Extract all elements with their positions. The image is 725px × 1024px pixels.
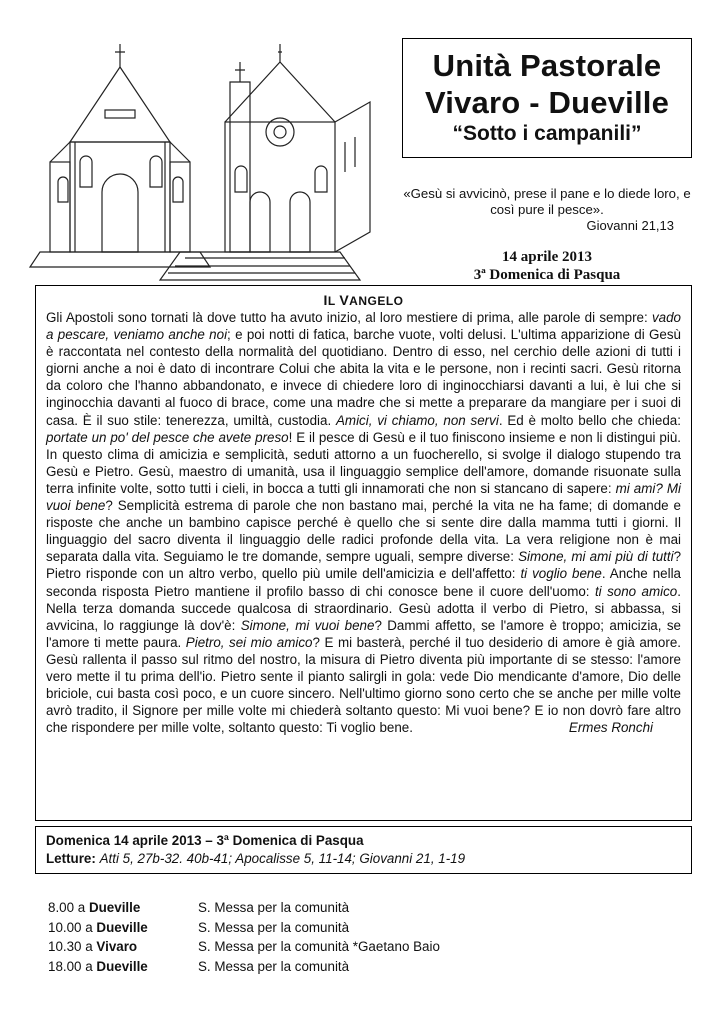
mass-row: 10.30 a Vivaro S. Messa per la comunità *Gaetano Baio <box>48 939 440 954</box>
gospel-title: IL VANGELO <box>323 292 404 308</box>
gospel-commentary: Gli Apostoli sono tornati là dove tutto ha avuto inizio, al loro mestiere di prima, alle parole di sempre: vado a pescare, veniamo anche noi; e poi notti di fatica, barche vuote, volti delusi. L'ultima apparizione di Gesù è raccontata nel contesto della normalità del quotidiano. Dentro di esso, nel cerchio delle azioni di tutti i giorni anche a noi è dato di incontrare Colui che abita la vita e le persone, non i recinti sacri. Gesù ritorna da coloro che l'hanno abbandonato, e invece di chiedere loro di inginocchiarsi davanti a lui, è lui che si inginocchia davanti al fuoco di brace, come una madre che si mette a preparare da mangiare per i suoi di casa. È il suo stile: tenerezza, umiltà, custodia. Amici, vi chiamo, non servi. Ed è molto bello che chieda: portate un po' del pesce che avete preso! E il pesce di Gesù e il tuo finiscono insieme e non li distingui più. In questo clima di amicizia e semplicità, seduti attorno a un fuocherello, si svolge il dialogo stupendo tra Gesù e Pietro. Gesù, maestro di umanità, usa il linguaggio semplice dell'amore, domande risuonate sulla terra infinite volte, sotto tutti i cieli, in bocca a tutti gli innamorati che non si stancano di sapere: mi ami? Mi vuoi bene? Semplicità estrema di parole che non bastano mai, perché la vita ne ha fame; di domande e risposte che anche un bambino capisce perché è quello che si sente dire dalla mamma tutti i giorni. Il linguaggio del sacro diventa il linguaggio delle radici profonde della vita. La vera religione non è mai separata dalla vita. Seguiamo le tre domande, sempre uguali, sempre diverse: Simone, mi ami più di tutti? Pietro risponde con un altro verbo, quello più umile dell'amicizia e dell'affetto: ti voglio bene. Anche nella seconda risposta Pietro mantiene il profilo basso di chi conosce bene il cuore dell'uomo: ti sono amico. Nella terza domanda succede qualcosa di straordinario. Gesù adotta il verbo di Pietro, si abbassa, si avvicina, lo raggiunge là dov'è: Simone, mi vuoi bene? Dammi affetto, se l'amore è troppo; amicizia, se l'amore ti mette paura. Pietro, sei mio amico? E mi basterà, perché il tuo desiderio di amore è già amore. Gesù rallenta il passo sul ritmo del nostro, la misura di Pietro diventa più importante di se stesso: l'amore vero mette il tu prima dell'io. Pietro sente il pianto salirgli in gola: vede Dio mendicante d'amore, Dio delle briciole, cui basta così poco, e un cuore sincero. Nell'ultimo giorno sono certo che se anche per mille volte avrò tradito, il Signore per mille volte mi chiederà soltanto questo: Mi vuoi bene? E io non dovrò fare altro che rispondere per mille volte, soltanto questo: Ti voglio bene. Ermes Ronchi <box>46 310 682 736</box>
parish-title-line2: Vivaro - Dueville <box>424 85 670 120</box>
gospel-quote: «Gesù si avvicinò, prese il pane e lo diede loro, e così pure il pesce». <box>403 186 691 217</box>
liturgical-sunday: 3ª Domenica di Pasqua <box>473 267 621 283</box>
readings-title: Domenica 14 aprile 2013 – 3ª Domenica di Pasqua <box>46 833 364 848</box>
commentary-author: Ermes Ronchi <box>568 720 653 736</box>
mass-schedule <box>48 898 440 976</box>
parish-title-line1: Unità Pastorale <box>432 48 662 83</box>
mass-row: 10.00 a Dueville S. Messa per la comunità <box>48 919 350 935</box>
mass-row: 8.00 a Dueville S. Messa per la comunità <box>48 900 350 915</box>
gospel-box <box>35 285 692 821</box>
readings-line: Letture: Atti 5, 27b-32. 40b-41; Apocalisse 5, 11-14; Giovanni 21, 1-19 <box>46 851 466 866</box>
bulletin-date: 14 aprile 2013 <box>502 249 592 265</box>
parish-title-box <box>402 38 692 158</box>
mass-row: 18.00 a Dueville S. Messa per la comunità <box>48 958 350 974</box>
quote-reference: Giovanni 21,13 <box>586 218 674 233</box>
readings-box <box>35 826 692 874</box>
churches-illustration <box>10 22 392 284</box>
parish-subtitle: “Sotto i campanili” <box>452 122 642 145</box>
